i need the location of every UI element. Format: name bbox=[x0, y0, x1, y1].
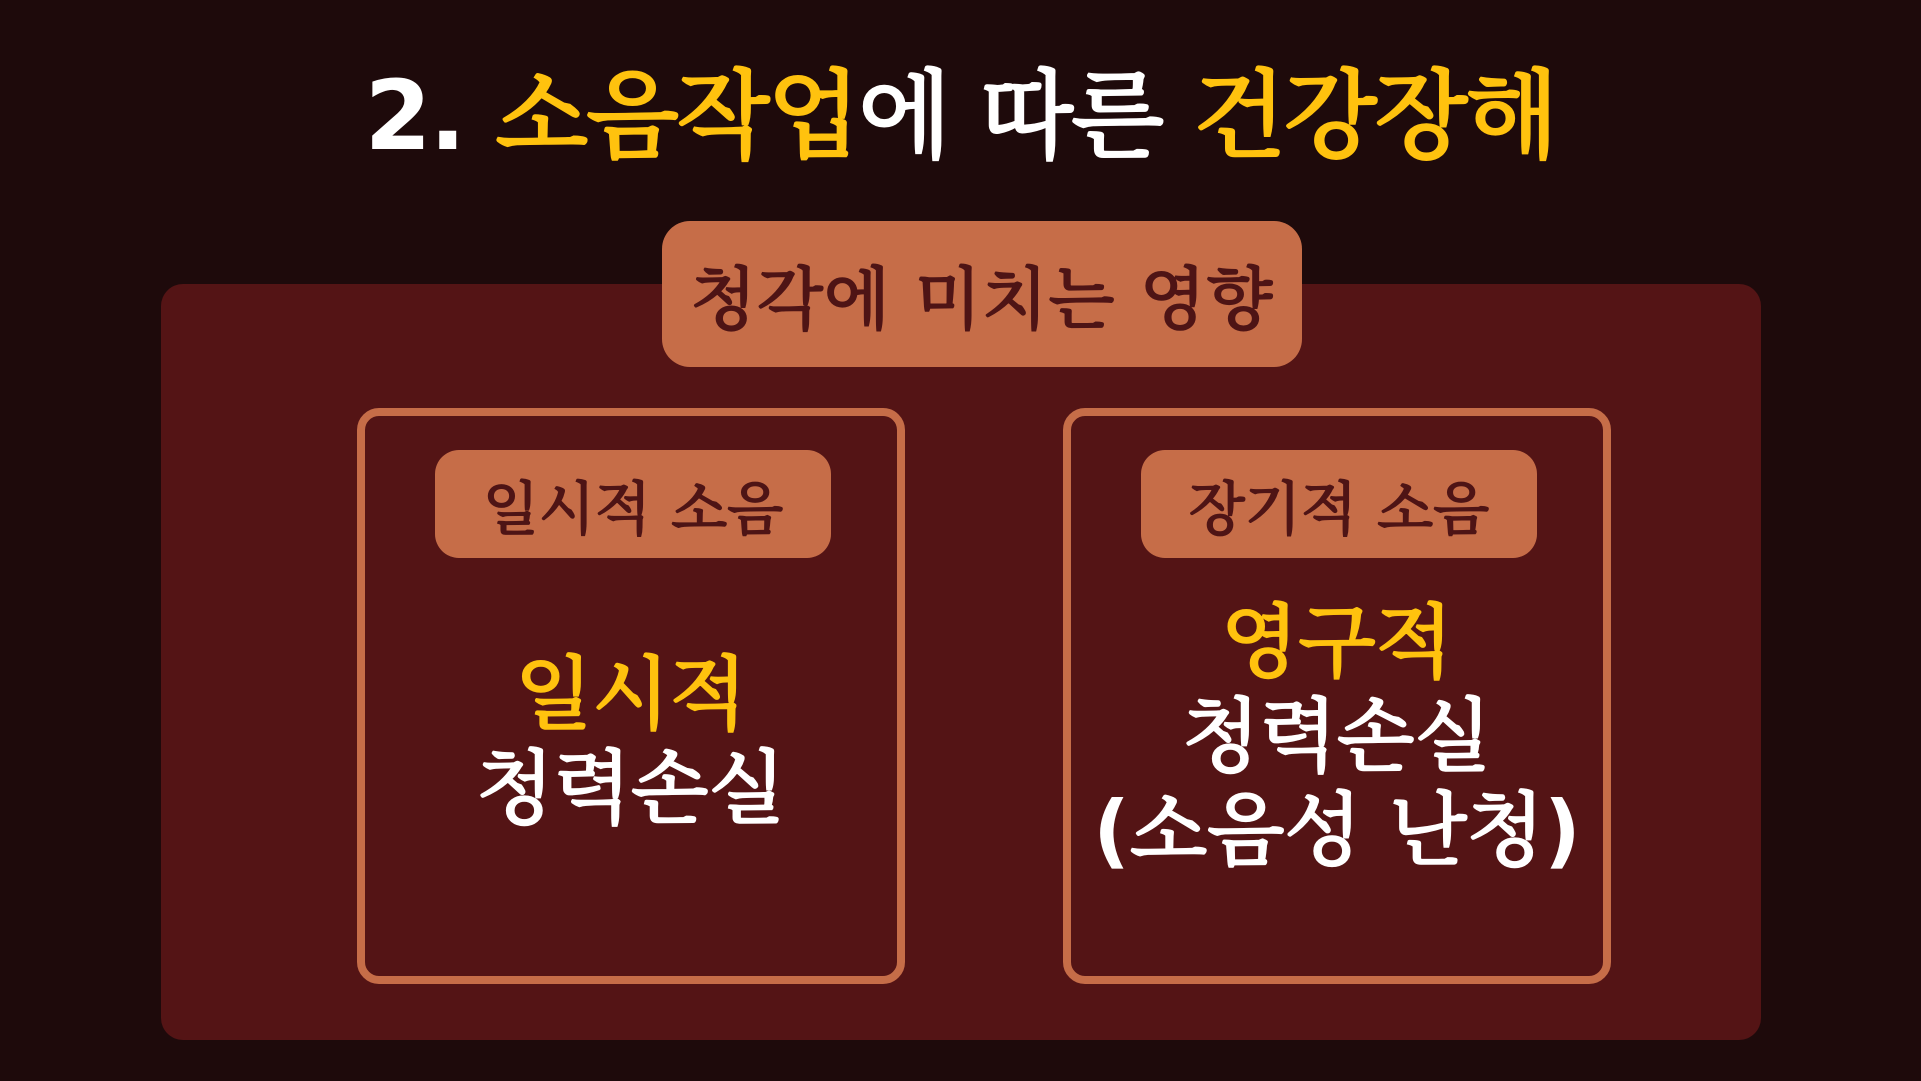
title-number: 2. bbox=[364, 60, 464, 172]
title-highlight-health-hazard: 건강장해 bbox=[1193, 60, 1557, 172]
card-highlight-permanent: 영구적 bbox=[1221, 596, 1453, 689]
card-line-noise-induced-deafness: (소음성 난청) bbox=[1093, 784, 1581, 877]
card-label-long-term-noise: 장기적 소음 bbox=[1141, 450, 1537, 558]
card-temporary-noise bbox=[357, 408, 905, 984]
slide-title bbox=[0, 56, 1921, 176]
title-middle: 에 따른 bbox=[858, 60, 1162, 172]
card-body-temporary bbox=[365, 648, 897, 836]
card-line-hearing-loss: 청력손실 bbox=[476, 742, 786, 835]
card-line-hearing-loss: 청력손실 bbox=[1182, 690, 1492, 783]
card-body-permanent bbox=[1071, 596, 1603, 878]
main-label-pill: 청각에 미치는 영향 bbox=[662, 221, 1302, 367]
title-highlight-noise-work: 소음작업 bbox=[495, 60, 859, 172]
card-long-term-noise bbox=[1063, 408, 1611, 984]
card-label-temporary-noise: 일시적 소음 bbox=[435, 450, 831, 558]
card-highlight-temporary: 일시적 bbox=[515, 648, 747, 741]
